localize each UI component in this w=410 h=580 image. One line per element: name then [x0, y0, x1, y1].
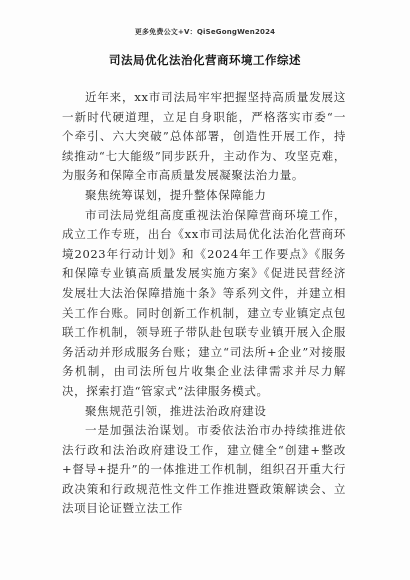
header-note: 更多免费公文+V：QiSeGongWen2024 [134, 28, 276, 36]
paragraph: 市司法局党组高度重视法治保障营商环境工作，成立工作专班，出台《xx市司法局优化法治化营商环境2023年行动计划》和《2024年工作要点》《服务和保障专业镇高质量发展实施方案》《促进民营经济发展壮大法治保障措施十条》等系列文件，并建立相关工作台账。同时创新工作机制，建立专业镇定点包联工作机制，领导班子带队赴包联专业镇开展入企服务活动并形成服务台账；建立“司法所+企业”对接服务机制，由司法所包片收集企业法律需求并尽力解决，探索打造“管家式”法律服务模式。 [62, 207, 346, 398]
paragraph-intro: 近年来，xx市司法局牢牢把握坚持高质量发展这一新时代硬道理，立足自身职能，严格落实市委“一个牵引、六大突破”总体部署，创造性开展工作，持续推动“七大能级”同步跃升，主动作为、攻坚克难，为服务和保障全市高质量发展凝聚法治力量。 [62, 90, 346, 183]
section-heading: 聚焦统筹谋划，提升整体保障能力 [85, 187, 267, 202]
document-title: 司法局优化法治化营商环境工作综述 [109, 53, 301, 67]
section-heading: 聚焦规范引领，推进法治政府建设 [85, 403, 267, 418]
paragraph: 一是加强法治谋划。市委依法治市办持续推进依法行政和法治政府建设工作，建立健全“创建+整改+督导+提升”的一体推进工作机制，组织召开重大行政决策和行政规范性文件工作推进暨政策解读会、立法项目论证暨立法工作 [62, 423, 346, 516]
document-body [62, 88, 346, 519]
